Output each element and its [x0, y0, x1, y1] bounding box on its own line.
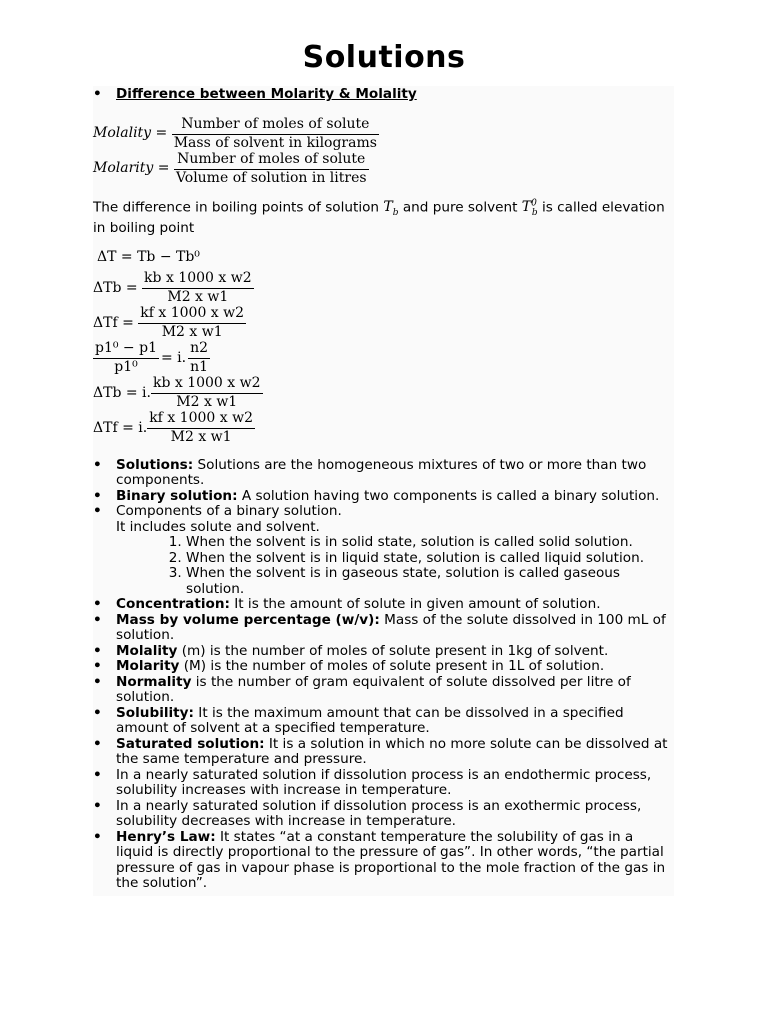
- definition-list: [93, 458, 674, 892]
- eq6-denominator: M2 x w1: [170, 428, 232, 445]
- equation-tf: [93, 306, 674, 341]
- molarity-lhs: Molarity: [93, 160, 154, 177]
- boiling-text-1: The difference in boiling points of solution: [93, 199, 380, 216]
- molarity-fraction: [174, 152, 369, 186]
- molality-definition: [93, 117, 674, 152]
- document-body: [93, 86, 674, 896]
- equations-block: [93, 245, 674, 446]
- eq5-denominator: M2 x w1: [176, 393, 238, 410]
- equation-tb: [93, 271, 674, 306]
- list-item: • Binary solution: A solution having two components is called a binary solution.: [93, 489, 674, 505]
- equals-sign: =: [151, 125, 172, 142]
- list-item: • Saturated solution: It is a solution in which no more solute can be dissolved at the same temperature and pressure.: [93, 737, 674, 768]
- eq4-lhs-denominator: p1⁰: [114, 358, 138, 375]
- eq5-lhs: ΔTb = i.: [93, 384, 151, 401]
- eq6-fraction: [147, 411, 255, 445]
- section-heading: Difference between Molarity & Molality: [116, 86, 417, 102]
- molality-denominator: Mass of solvent in kilograms: [173, 134, 377, 151]
- eq4-mid: = i.: [160, 349, 187, 366]
- molarity-definition: [93, 152, 674, 187]
- heading-bullet: [93, 87, 674, 103]
- list-item: • Molality (m) is the number of moles of solute present in 1kg of solvent.: [93, 644, 674, 660]
- list-item: • Solubility: It is the maximum amount that can be dissolved in a specified amount of solvent at a specified temperature.: [93, 706, 674, 737]
- eq6-lhs: ΔTf = i.: [93, 419, 148, 436]
- definitions-block: [93, 117, 674, 187]
- tb-symbol: $T_b$: [383, 199, 399, 218]
- equation-delta-t: [93, 245, 674, 271]
- eq4-numerator: n2: [188, 341, 210, 359]
- page-title: Solutions: [302, 40, 466, 75]
- eq4-denominator: n1: [190, 358, 209, 375]
- list-item: • Components of a binary solution. It includes solute and solvent.: [93, 504, 674, 535]
- list-item: • Henry’s Law: It states “at a constant temperature the solubility of gas in a liquid is directly proportional to the pressure of gas”. In other words, “the partial pressure of gas in vapour phase is proportional to the mole fraction of the gas in the solution”.: [93, 830, 674, 892]
- boiling-text-2: and pure solvent: [402, 199, 518, 216]
- equation-tb-vanthoff: [93, 376, 674, 411]
- molarity-denominator: Volume of solution in litres: [175, 169, 367, 186]
- components-sub: It includes solute and solvent.: [116, 518, 320, 535]
- eq4-fraction: [188, 341, 210, 375]
- list-item: • Solutions: Solutions are the homogeneous mixtures of two or more than two components.: [93, 458, 674, 489]
- tb0-symbol: $T^0_b$: [521, 198, 538, 218]
- components-ordered-list: [93, 535, 674, 597]
- eq3-fraction: [138, 306, 246, 340]
- molality-numerator: Number of moles of solute: [172, 117, 379, 135]
- eq3-numerator: kf x 1000 x w2: [138, 306, 246, 324]
- list-item: • In a nearly saturated solution if dissolution process is an endothermic process, solubility increases with increase in temperature.: [93, 768, 674, 799]
- boiling-paragraph: [93, 197, 674, 237]
- eq6-numerator: kf x 1000 x w2: [147, 411, 255, 429]
- eq5-numerator: kb x 1000 x w2: [151, 376, 263, 394]
- eq3-denominator: M2 x w1: [161, 323, 223, 340]
- list-item: 2. When the solvent is in liquid state, solution is called liquid solution.: [186, 551, 674, 567]
- list-item: • Mass by volume percentage (w/v): Mass of the solute dissolved in 100 mL of solution.: [93, 613, 674, 644]
- list-item: • Concentration: It is the amount of solute in given amount of solution.: [93, 597, 674, 613]
- list-item: • Molarity (M) is the number of moles of solute present in 1L of solution.: [93, 659, 674, 675]
- list-item: 1. When the solvent is in solid state, solution is called solid solution.: [186, 535, 674, 551]
- equation-tf-vanthoff: [93, 411, 674, 446]
- eq2-numerator: kb x 1000 x w2: [142, 271, 254, 289]
- eq4-lhs-numerator: p1⁰ − p1: [93, 341, 159, 359]
- eq2-lhs: ΔTb =: [93, 279, 138, 296]
- molarity-numerator: Number of moles of solute: [174, 152, 369, 170]
- list-item: • Normality is the number of gram equivalent of solute dissolved per litre of solution.: [93, 675, 674, 706]
- molality-lhs: Molality: [93, 125, 152, 142]
- eq5-fraction: [151, 376, 263, 410]
- molality-fraction: [172, 117, 379, 151]
- eq2-fraction: [142, 271, 254, 305]
- equals-sign: =: [153, 160, 174, 177]
- boiling-text-3: is called elevation in boiling point: [93, 199, 665, 237]
- list-item: 3. When the solvent is in gaseous state, solution is called gaseous solution.: [186, 566, 674, 597]
- eq1-text: ΔT = Tb − Tb⁰: [97, 249, 200, 266]
- list-item: • In a nearly saturated solution if dissolution process is an exothermic process, solubility decreases with increase in temperature.: [93, 799, 674, 830]
- eq2-denominator: M2 x w1: [167, 288, 229, 305]
- eq3-lhs: ΔTf =: [93, 314, 134, 331]
- eq4-lhs-fraction: [93, 341, 159, 375]
- equation-raoult: [93, 341, 674, 376]
